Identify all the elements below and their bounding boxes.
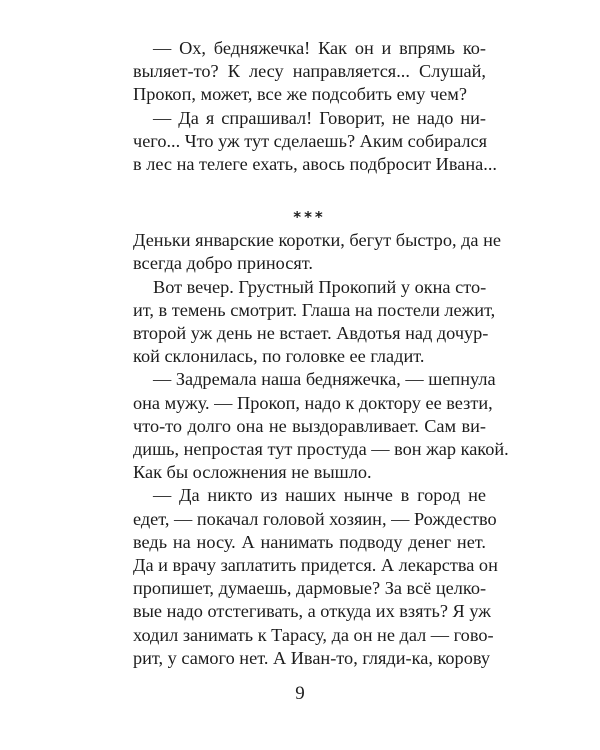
text-line: Да и врачу заплатить придется. А лекарства он xyxy=(133,555,498,576)
section-gap xyxy=(133,176,486,207)
text-line: Деньки январские коротки, бегут быстро, да не xyxy=(133,230,501,251)
text-line: всегда добро приносят. xyxy=(133,253,313,274)
text-line: пропишет, думаешь, дармовые? За всё целко- xyxy=(133,578,487,599)
paragraph xyxy=(133,484,498,670)
text-line: едет, — покачал головой хозяин, — Рождество xyxy=(133,508,497,529)
text-line: ведь на носу. А нанимать подводу денег нет. xyxy=(133,531,486,552)
paragraphs-top xyxy=(133,37,497,176)
paragraph xyxy=(133,368,509,484)
text-line: — Да я спрашивал! Говорит, не надо ни- xyxy=(153,107,486,128)
section-separator: *** xyxy=(293,208,326,227)
text-line: выляет-то? К лесу направляется... Слушай, xyxy=(133,61,486,82)
paragraph xyxy=(133,229,501,275)
text-line: — Задремала наша бедняжечка, — шепнула xyxy=(153,369,496,390)
text-line: — Ох, бедняжечка! Как он и впрямь ко- xyxy=(153,38,486,58)
paragraph xyxy=(133,276,496,369)
text-line: кой склонилась, по головке ее гладит. xyxy=(133,346,425,367)
paragraphs-bottom xyxy=(133,229,509,670)
text-line: Вот вечер. Грустный Прокопий у окна сто- xyxy=(153,276,487,297)
text-line: второй уж день не встает. Авдотья над дочур- xyxy=(133,323,489,344)
text-line: — Да никто из наших нынче в город не xyxy=(153,485,486,506)
page-number: 9 xyxy=(295,683,305,704)
text-line: рит, у самого нет. А Иван-то, гляди-ка, корову xyxy=(133,647,490,668)
paragraph xyxy=(133,37,486,107)
text-line: она мужу. — Прокоп, надо к доктору ее везти, xyxy=(133,392,493,413)
page-body xyxy=(133,37,509,670)
text-line: что-то долго она не выздоравливает. Сам ви- xyxy=(133,415,486,436)
text-line: дишь, непростая тут простуда — вон жар какой. xyxy=(133,439,509,460)
text-line: ходил занимать к Тарасу, да он не дал — гово- xyxy=(133,624,494,645)
text-line: ит, в темень смотрит. Глаша на постели лежит, xyxy=(133,299,496,320)
text-line: в лес на телеге ехать, авось подбросит Ивана... xyxy=(133,154,497,175)
text-line: Прокоп, может, все же подсобить ему чем? xyxy=(133,84,467,105)
paragraph xyxy=(133,107,497,177)
text-line: вые надо отстегивать, а откуда их взять? Я уж xyxy=(133,601,491,622)
text-line: чего... Что уж тут сделаешь? Аким собирался xyxy=(133,130,488,151)
text-line: Как бы осложнения не вышло. xyxy=(133,462,372,483)
